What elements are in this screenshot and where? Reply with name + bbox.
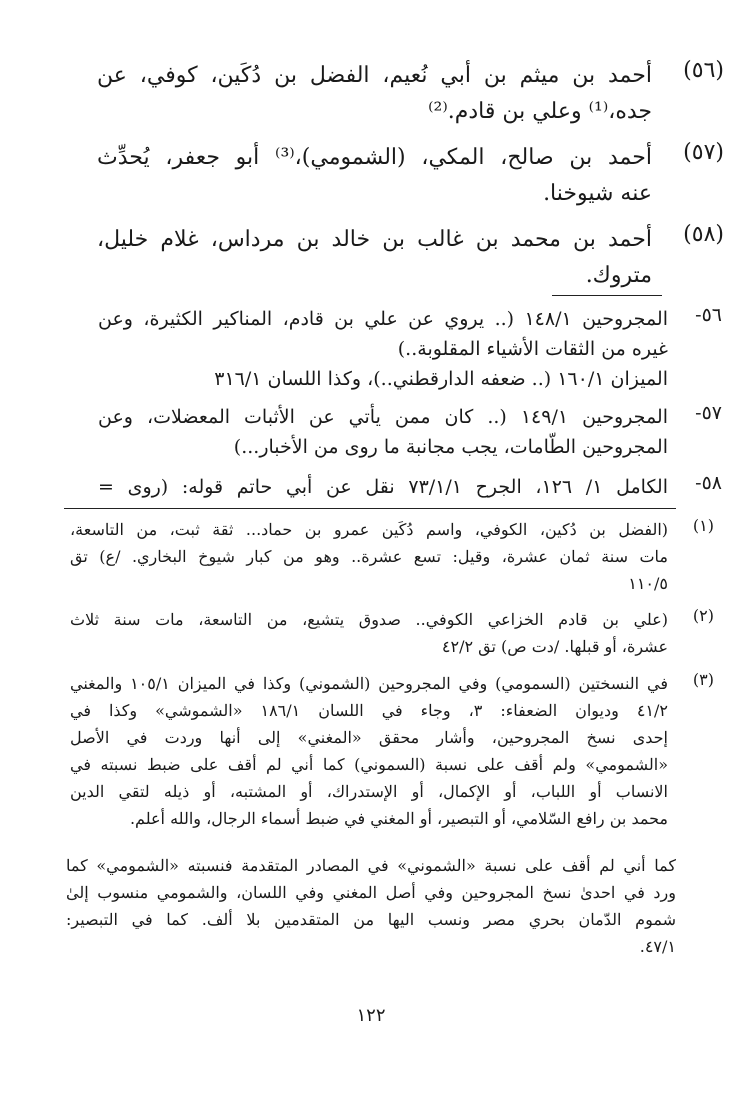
footnote-line: عشرة، أو قبلها. /دت ص) تق ٤٢/٢ xyxy=(441,637,668,656)
note-58 xyxy=(98,472,722,502)
entry-number: (٥٦) xyxy=(683,58,724,83)
footnote-line: مات سنة ثمان عشرة، وقيل: تسع عشرة.. وهو من كبار شيوخ البخاري. /ع) تق xyxy=(70,547,668,566)
entry-56 xyxy=(97,58,724,130)
footnote-line: في النسختين (السمومي) وفي المجروحين (الشموني) وكذا في الميزان ١٠٥/١ والمغني xyxy=(70,674,668,693)
footnote-line: إحدى نسخ المجروحين، وأشار محقق «المغني» إلى أنها وردت في الأصل xyxy=(70,728,669,747)
entry-line: أحمد بن صالح، المكي، (الشمومي)،⁽³⁾ أبو جعفر، يُحدِّث xyxy=(97,145,652,170)
footnote-line: شموم الدّمان بحري مصر ونسب اليها من المتقدمين بلا ألف. كما في التبصير: xyxy=(66,910,676,929)
note-number: ٥٨- xyxy=(695,472,722,494)
footnote-line: (الفضل بن دُكين، الكوفي، واسم دُكَين عمرو بن حماد... ثقة ثبت، من التاسعة، xyxy=(70,520,668,539)
note-line: الميزان ١٦٠/١ (.. ضعفه الدارقطني..)، وكذا اللسان ٣١٦/١ xyxy=(214,368,668,390)
footnote-line: «الشمومي» ولم أقف على نسبة (السموني) كما أني لم أقف على ضبط نسبته في xyxy=(70,755,668,774)
note-line: المجروحين ١٤٨/١ (.. يروي عن علي بن قادم، المناكير الكثيرة، وعن xyxy=(98,308,668,330)
entry-line: أحمد بن محمد بن غالب بن خالد بن مرداس، غلام خليل، xyxy=(97,227,652,252)
footnote-line: (علي بن قادم الخزاعي الكوفي.. صدوق يتشيع، من التاسعة، مات سنة ثلاث xyxy=(70,610,668,629)
entry-58 xyxy=(97,222,724,294)
footnote-number: (٢) xyxy=(692,606,714,625)
footnote-line: الانساب أو اللباب، أو الإكمال، أو الإستدراك، أو المشتبه، أو ذيله لتقي الدين xyxy=(70,782,668,801)
footnote-line: ١١٠/٥ xyxy=(628,574,668,593)
footnote-line: ٤١/٢ وديوان الضعفاء: ٣، وجاء في اللسان ١٨٦/١ «الشموشي» وكذا في xyxy=(70,701,668,720)
footnote-line: ٤٧/١. xyxy=(639,937,676,956)
entry-line: أحمد بن ميثم بن أبي نُعيم، الفضل بن دُكَين، كوفي، عن xyxy=(97,63,652,88)
entry-line: عنه شيوخنا. xyxy=(543,181,652,206)
footnote-line: محمد بن رافع السّلامي، أو التبصير، أو المغني في ضبط أسماء الرجال، والله أعلم. xyxy=(129,809,668,828)
section-divider xyxy=(552,295,662,296)
footnote-line: ورد في احدىٰ نسخ المجروحين وفي أصل المغني وفي اللسان، والشمومي منسوب إلىٰ xyxy=(66,883,676,902)
note-number: ٥٧- xyxy=(695,402,722,424)
footnote-number: (٣) xyxy=(692,670,714,689)
footnote-3 xyxy=(70,670,714,832)
footnote-1 xyxy=(70,516,714,597)
footnote-number: (١) xyxy=(692,516,714,535)
note-line: المجروحين الطّامات، يجب مجانبة ما روى من الأخبار...) xyxy=(233,436,668,458)
page-number: ١٢٢ xyxy=(356,1005,386,1026)
note-line: المجروحين ١٤٩/١ (.. كان ممن يأتي عن الأثبات المعضلات، وعن xyxy=(98,406,668,428)
note-57 xyxy=(98,402,722,462)
footnote-divider xyxy=(64,508,676,509)
footnote-continuation xyxy=(66,852,676,960)
entry-number: (٥٧) xyxy=(683,140,724,165)
note-56 xyxy=(98,304,722,394)
entry-57 xyxy=(97,140,724,212)
footnote-2 xyxy=(70,606,714,660)
note-line: غيره من الثقات الأشياء المقلوبة..) xyxy=(397,338,668,360)
note-line: الكامل ١/ ١٢٦، الجرح ٧٣/١/١ نقل عن أبي حاتم قوله: (روى = xyxy=(98,476,668,498)
entry-line: متروك. xyxy=(585,263,652,288)
entry-line: جده،⁽¹⁾ وعلي بن قادم.⁽²⁾ xyxy=(428,99,652,124)
entry-number: (٥٨) xyxy=(683,222,724,247)
footnote-line: كما أني لم أقف على نسبة «الشموني» في المصادر المتقدمة فنسبته «الشمومي» كما xyxy=(66,856,676,875)
note-number: ٥٦- xyxy=(695,304,722,326)
